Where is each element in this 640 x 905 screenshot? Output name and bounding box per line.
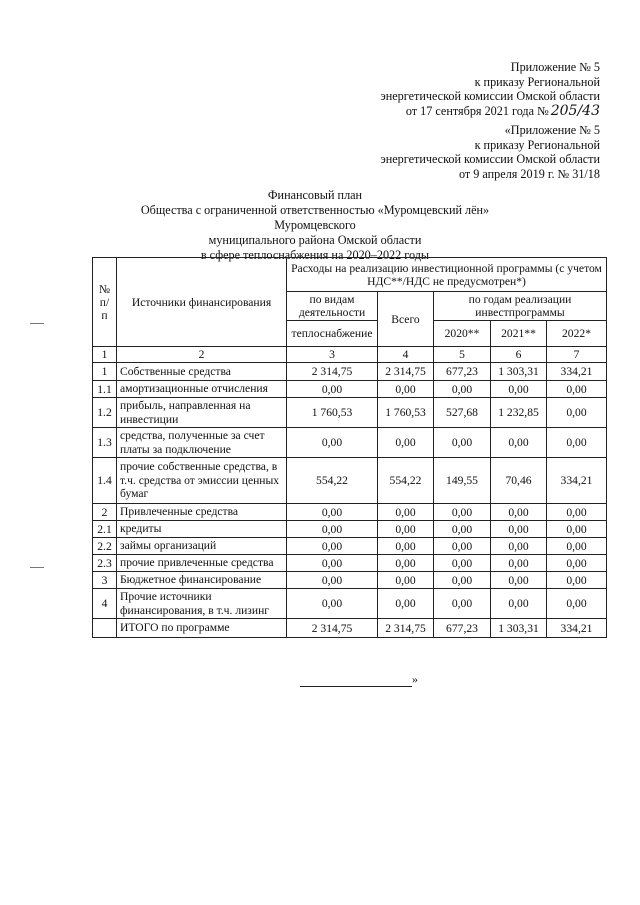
row-heat-supply: 0,00: [287, 572, 378, 589]
row-year-2022: 0,00: [547, 538, 607, 555]
row-heat-supply: 2 314,75: [287, 619, 378, 638]
row-year-2020: 0,00: [434, 572, 491, 589]
row-total: 0,00: [378, 538, 434, 555]
column-number: 7: [547, 347, 607, 363]
header-by-activity: по видам деятельности: [287, 292, 378, 321]
row-source-name: Прочие источники финансирования, в т.ч. лизинг: [117, 589, 287, 619]
row-year-2020: 677,23: [434, 619, 491, 638]
table-row: [93, 458, 607, 504]
column-number: 1: [93, 347, 117, 363]
header-heat-supply: теплоснабжение: [287, 321, 378, 347]
column-number: 4: [378, 347, 434, 363]
row-year-2020: 0,00: [434, 428, 491, 458]
row-year-2021: 0,00: [491, 572, 547, 589]
row-year-2020: 0,00: [434, 381, 491, 398]
header-source: Источники финансирования: [117, 258, 287, 347]
table-row: [93, 363, 607, 381]
row-heat-supply: 0,00: [287, 555, 378, 572]
table-row: [93, 428, 607, 458]
row-heat-supply: 0,00: [287, 538, 378, 555]
row-total: 2 314,75: [378, 619, 434, 638]
table-row: [93, 589, 607, 619]
row-number: 1.4: [93, 458, 117, 504]
row-source-name: займы организаций: [117, 538, 287, 555]
row-year-2020: 677,23: [434, 363, 491, 381]
row-year-2020: 0,00: [434, 555, 491, 572]
row-heat-supply: 0,00: [287, 504, 378, 521]
row-heat-supply: 2 314,75: [287, 363, 378, 381]
row-year-2021: 1 232,85: [491, 398, 547, 428]
row-year-2022: 0,00: [547, 504, 607, 521]
column-number: 6: [491, 347, 547, 363]
row-heat-supply: 0,00: [287, 381, 378, 398]
row-source-name: амортизационные отчисления: [117, 381, 287, 398]
row-year-2021: 0,00: [491, 589, 547, 619]
row-year-2021: 0,00: [491, 521, 547, 538]
row-number: 2.3: [93, 555, 117, 572]
header-by-years: по годам реализации инвестпрограммы: [434, 292, 607, 321]
appendix-new-line2: к приказу Региональной: [474, 74, 600, 89]
row-source-name: кредиты: [117, 521, 287, 538]
table-row: [93, 538, 607, 555]
appendix-new-block: [380, 60, 600, 118]
row-total: 0,00: [378, 555, 434, 572]
row-year-2022: 334,21: [547, 458, 607, 504]
financial-plan-table: [92, 257, 607, 638]
column-number: 2: [117, 347, 287, 363]
row-total: 0,00: [378, 504, 434, 521]
row-source-name: прочие привлеченные средства: [117, 555, 287, 572]
row-year-2020: 0,00: [434, 521, 491, 538]
row-year-2020: 0,00: [434, 589, 491, 619]
appendix-old-line2: к приказу Региональной: [474, 137, 600, 152]
row-year-2022: 0,00: [547, 398, 607, 428]
row-year-2021: 1 303,31: [491, 363, 547, 381]
column-number: 3: [287, 347, 378, 363]
table-row: [93, 572, 607, 589]
header-total: Всего: [378, 292, 434, 347]
row-year-2020: 0,00: [434, 538, 491, 555]
row-number: 3: [93, 572, 117, 589]
scan-margin-mark: [30, 323, 44, 324]
row-source-name: Привлеченные средства: [117, 504, 287, 521]
row-source-name: прочие собственные средства, в т.ч. средства от эмиссии ценных бумаг: [117, 458, 287, 504]
row-year-2022: 334,21: [547, 619, 607, 638]
row-number: 1.2: [93, 398, 117, 428]
row-heat-supply: 0,00: [287, 428, 378, 458]
row-number: [93, 619, 117, 638]
footer-signature-line: [300, 672, 430, 687]
row-year-2021: 0,00: [491, 504, 547, 521]
header-year-2021: 2021**: [491, 321, 547, 347]
appendix-old-line3: энергетической комиссии Омской области: [380, 152, 600, 166]
row-year-2020: 149,55: [434, 458, 491, 504]
row-year-2022: 0,00: [547, 589, 607, 619]
row-total: 0,00: [378, 428, 434, 458]
row-year-2022: 0,00: [547, 572, 607, 589]
row-year-2021: 70,46: [491, 458, 547, 504]
row-year-2022: 0,00: [547, 428, 607, 458]
row-year-2021: 0,00: [491, 555, 547, 572]
row-source-name: ИТОГО по программе: [117, 619, 287, 638]
header-number: № п/ п: [93, 258, 117, 347]
row-heat-supply: 0,00: [287, 589, 378, 619]
document-title: [100, 188, 530, 263]
row-year-2022: 0,00: [547, 381, 607, 398]
title-line3: муниципального района Омской области: [208, 233, 422, 247]
row-total: 0,00: [378, 589, 434, 619]
column-number: 5: [434, 347, 491, 363]
row-source-name: Собственные средства: [117, 363, 287, 381]
row-year-2021: 1 303,31: [491, 619, 547, 638]
row-year-2021: 0,00: [491, 538, 547, 555]
row-year-2022: 334,21: [547, 363, 607, 381]
header-year-2020: 2020**: [434, 321, 491, 347]
appendix-new-date: от 17 сентября 2021 года №: [405, 103, 549, 118]
row-year-2021: 0,00: [491, 428, 547, 458]
header-year-2022: 2022*: [547, 321, 607, 347]
row-source-name: средства, полученные за счет платы за подключение: [117, 428, 287, 458]
appendix-new-line4: [380, 104, 600, 119]
row-total: 554,22: [378, 458, 434, 504]
row-year-2022: 0,00: [547, 521, 607, 538]
row-total: 0,00: [378, 381, 434, 398]
handwritten-order-number: 205/43: [550, 102, 600, 119]
table-row: [93, 555, 607, 572]
title-line1: Финансовый план: [267, 188, 363, 202]
row-year-2020: 527,68: [434, 398, 491, 428]
row-number: 2.2: [93, 538, 117, 555]
row-total: 1 760,53: [378, 398, 434, 428]
column-number-row: [93, 347, 607, 363]
row-year-2022: 0,00: [547, 555, 607, 572]
row-number: 2: [93, 504, 117, 521]
row-year-2020: 0,00: [434, 504, 491, 521]
row-number: 1.1: [93, 381, 117, 398]
row-number: 2.1: [93, 521, 117, 538]
title-line2: Общества с ограниченной ответственностью «Муромцевский лён» Муромцевского: [140, 203, 490, 232]
row-heat-supply: 1 760,53: [287, 398, 378, 428]
row-number: 1: [93, 363, 117, 381]
appendix-old-line1: «Приложение № 5: [504, 123, 600, 137]
row-total: 0,00: [378, 572, 434, 589]
title-line4: в сфере теплоснабжения на 2020–2022 годы: [200, 248, 430, 262]
row-total: 0,00: [378, 521, 434, 538]
row-total: 2 314,75: [378, 363, 434, 381]
header-expenses: Расходы на реализацию инвестиционной программы (с учетом НДС**/НДС не предусмотрен*): [287, 258, 607, 292]
scan-margin-mark: [30, 567, 44, 568]
row-source-name: Бюджетное финансирование: [117, 572, 287, 589]
appendix-new-line3: энергетической комиссии Омской области: [380, 89, 600, 103]
table-row: [93, 619, 607, 638]
row-heat-supply: 0,00: [287, 521, 378, 538]
table-row: [93, 398, 607, 428]
table-row: [93, 504, 607, 521]
row-source-name: прибыль, направленная на инвестиции: [117, 398, 287, 428]
table-row: [93, 381, 607, 398]
appendix-old-line4: от 9 апреля 2019 г. № 31/18: [458, 166, 600, 181]
row-number: 4: [93, 589, 117, 619]
row-number: 1.3: [93, 428, 117, 458]
row-heat-supply: 554,22: [287, 458, 378, 504]
row-year-2021: 0,00: [491, 381, 547, 398]
blank-line: [300, 686, 412, 687]
appendix-new-line1: Приложение № 5: [510, 60, 600, 74]
table-row: [93, 521, 607, 538]
appendix-old-block: [380, 123, 600, 181]
closing-quote: »: [412, 672, 418, 686]
